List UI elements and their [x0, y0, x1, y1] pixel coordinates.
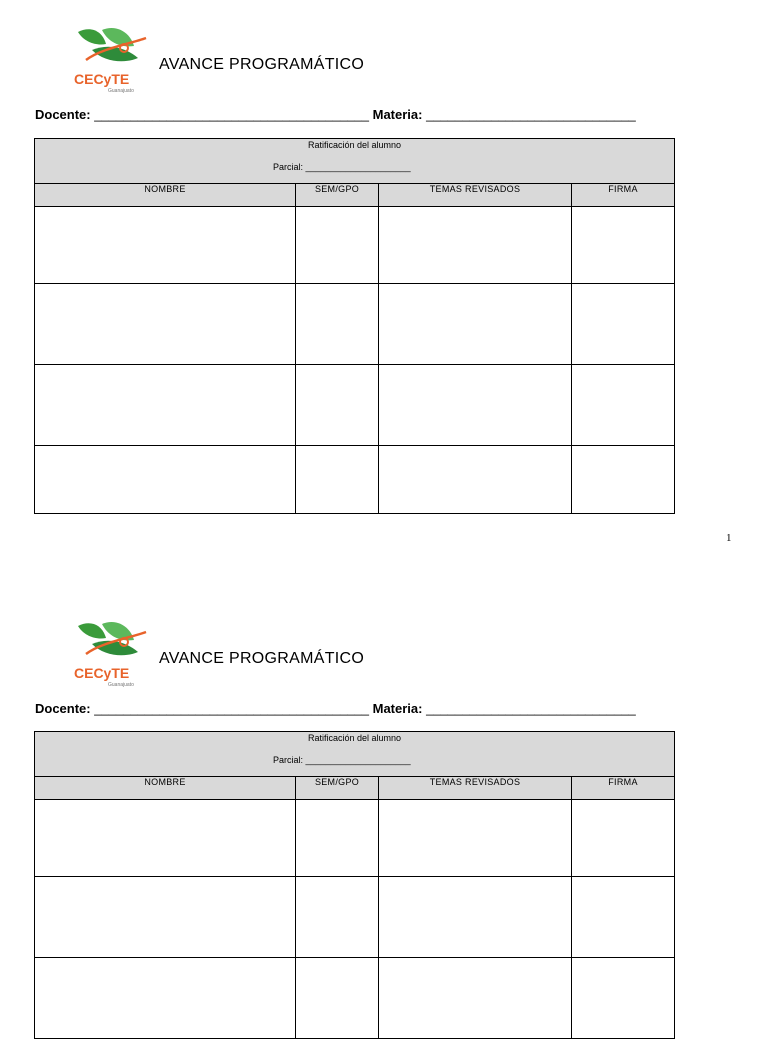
cell-sem-gpo[interactable] [296, 446, 379, 514]
svg-text:CECyTE: CECyTE [74, 665, 130, 681]
cell-temas[interactable] [379, 365, 572, 446]
parcial-field[interactable]: _____________________ [305, 755, 411, 765]
cell-firma[interactable] [572, 365, 675, 446]
parcial-line [273, 162, 411, 172]
cell-firma[interactable] [572, 284, 675, 365]
table-row [35, 284, 675, 365]
cecyte-logo [72, 24, 152, 94]
cell-nombre[interactable] [35, 800, 296, 877]
docente-field[interactable]: ______________________________________ [94, 701, 369, 716]
cell-sem-gpo[interactable] [296, 207, 379, 284]
column-header-temas: TEMAS REVISADOS [379, 777, 572, 800]
cell-temas[interactable] [379, 446, 572, 514]
docente-materia-line [35, 701, 636, 716]
cell-temas[interactable] [379, 958, 572, 1039]
cell-firma[interactable] [572, 800, 675, 877]
column-header-sem-gpo: SEM/GPO [296, 184, 379, 207]
materia-field[interactable]: _____________________________ [426, 107, 636, 122]
cell-firma[interactable] [572, 446, 675, 514]
table-row [35, 958, 675, 1039]
cell-firma[interactable] [572, 877, 675, 958]
cell-temas[interactable] [379, 877, 572, 958]
cell-nombre[interactable] [35, 284, 296, 365]
cell-firma[interactable] [572, 958, 675, 1039]
ratificacion-heading: Ratificación del alumno [307, 733, 402, 743]
cell-nombre[interactable] [35, 877, 296, 958]
parcial-field[interactable]: _____________________ [305, 162, 411, 172]
svg-text:CECyTE: CECyTE [74, 71, 130, 87]
docente-label: Docente: [35, 107, 91, 122]
column-header-temas: TEMAS REVISADOS [379, 184, 572, 207]
cell-sem-gpo[interactable] [296, 877, 379, 958]
page-2 [0, 594, 768, 1024]
cell-nombre[interactable] [35, 446, 296, 514]
column-header-nombre: NOMBRE [35, 777, 296, 800]
table-row [35, 207, 675, 284]
docente-materia-line [35, 107, 636, 122]
table-row [35, 365, 675, 446]
column-header-nombre: NOMBRE [35, 184, 296, 207]
materia-label: Materia: [372, 107, 423, 122]
cell-temas[interactable] [379, 800, 572, 877]
ratificacion-table [34, 731, 675, 1039]
parcial-line [273, 755, 411, 765]
table-header-cell [35, 732, 675, 777]
table-row [35, 446, 675, 514]
column-header-firma: FIRMA [572, 184, 675, 207]
page-number: 1 [726, 532, 732, 544]
cell-nombre[interactable] [35, 365, 296, 446]
parcial-label: Parcial: [273, 162, 304, 172]
cell-sem-gpo[interactable] [296, 800, 379, 877]
cell-nombre[interactable] [35, 958, 296, 1039]
page-title: AVANCE PROGRAMÁTICO [159, 56, 365, 73]
page-title: AVANCE PROGRAMÁTICO [159, 650, 365, 667]
table-row [35, 800, 675, 877]
docente-field[interactable]: ______________________________________ [94, 107, 369, 122]
column-header-firma: FIRMA [572, 777, 675, 800]
table-row [35, 877, 675, 958]
cell-nombre[interactable] [35, 207, 296, 284]
cell-temas[interactable] [379, 284, 572, 365]
svg-text:Guanajuato: Guanajuato [108, 88, 134, 94]
cell-sem-gpo[interactable] [296, 284, 379, 365]
cell-firma[interactable] [572, 207, 675, 284]
cell-temas[interactable] [379, 207, 572, 284]
cell-sem-gpo[interactable] [296, 365, 379, 446]
materia-label: Materia: [372, 701, 423, 716]
ratificacion-heading: Ratificación del alumno [307, 140, 402, 150]
column-header-sem-gpo: SEM/GPO [296, 777, 379, 800]
docente-label: Docente: [35, 701, 91, 716]
cecyte-logo [72, 618, 152, 688]
materia-field[interactable]: _____________________________ [426, 701, 636, 716]
ratificacion-table [34, 138, 675, 514]
table-header-cell [35, 139, 675, 184]
parcial-label: Parcial: [273, 755, 304, 765]
cell-sem-gpo[interactable] [296, 958, 379, 1039]
svg-text:Guanajuato: Guanajuato [108, 682, 134, 688]
